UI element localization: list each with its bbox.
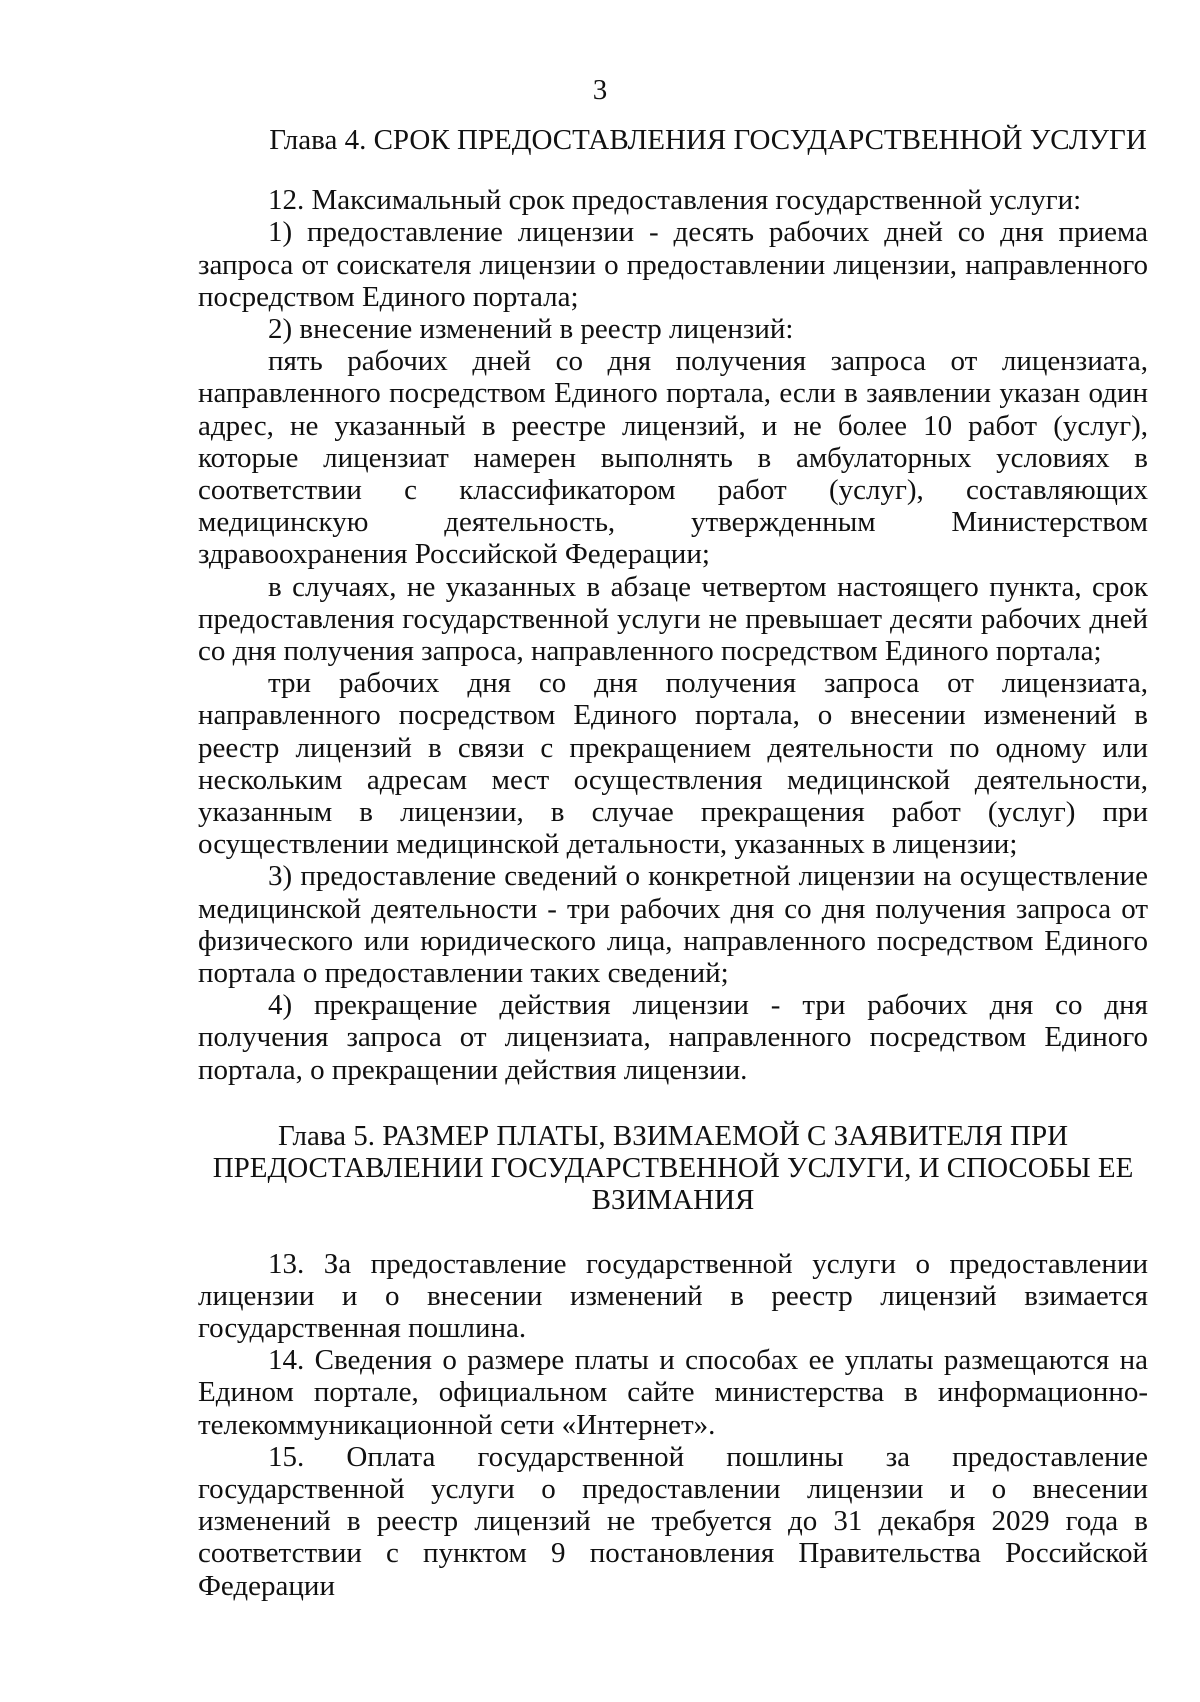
paragraph-12-item-2-other-cases: в случаях, не указанных в абзаце четвертом настоящего пункта, срок предоставления государственной услуги не превышает десяти рабочих дней со дня получения запроса, направленного посредством Единого портала; — [198, 570, 1148, 668]
document-body — [198, 124, 1148, 1602]
paragraph-13: 13. За предоставление государственной услуги о предоставлении лицензии и о внесении изменений в реестр лицензий взимается государственная пошлина. — [198, 1247, 1148, 1344]
paragraph-15: 15. Оплата государственной пошлины за предоставление государственной услуги о предоставлении лицензии и о внесении изменений в реестр лицензий не требуется до 31 декабря 2029 года в соответствии с пунктом 9 постановления Правительства Российской Федерации — [198, 1440, 1148, 1602]
paragraph-14: 14. Сведения о размере платы и способах ее уплаты размещаются на Едином портале, официальном сайте министерства в информационно-телекоммуникационной сети «Интернет». — [198, 1344, 1148, 1441]
paragraph-12-item-1: 1) предоставление лицензии - десять рабочих дней со дня приема запроса от соискателя лицензии о предоставлении лицензии, направленного посредством Единого портала; — [198, 216, 1148, 313]
chapter-4-heading: Глава 4. СРОК ПРЕДОСТАВЛЕНИЯ ГОСУДАРСТВЕННОЙ УСЛУГИ — [269, 124, 1147, 156]
paragraph-12-item-2: 2) внесение изменений в реестр лицензий: — [268, 313, 794, 346]
paragraph-12: 12. Максимальный срок предоставления государственной услуги: — [268, 184, 1082, 217]
chapter-5-heading: Глава 5. РАЗМЕР ПЛАТЫ, ВЗИМАЕМОЙ С ЗАЯВИТЕЛЯ ПРИ ПРЕДОСТАВЛЕНИИ ГОСУДАРСТВЕННОЙ УСЛУГИ, И СПОСОБЫ ЕЕ ВЗИМАНИЯ — [212, 1119, 1134, 1217]
paragraph-12-item-4: 4) прекращение действия лицензии - три рабочих дня со дня получения запроса от лицензиата, направленного посредством Единого портала, о прекращении действия лицензии. — [198, 989, 1148, 1086]
page-number: 3 — [592, 74, 608, 106]
paragraph-12-item-2-three-days: три рабочих дня со дня получения запроса от лицензиата, направленного посредством Единого портала, о внесении изменений в реестр лицензий в связи с прекращением деятельности по одному или нескольким адресам мест осуществления медицинской деятельности, указанным в лицензии, в случае прекращения работ (услуг) при осуществлении медицинской детальности, указанных в лицензии; — [198, 667, 1148, 861]
paragraph-12-item-3: 3) предоставление сведений о конкретной лицензии на осуществление медицинской деятельности - три рабочих дня со дня получения запроса от физического или юридического лица, направленного посредством Единого портала о предоставлении таких сведений; — [198, 860, 1148, 990]
paragraph-12-item-2-five-days: пять рабочих дней со дня получения запроса от лицензиата, направленного посредством Единого портала, если в заявлении указан один адрес, не указанный в реестре лицензий, и не более 10 работ (услуг), которые лицензиат намерен выполнять в амбулаторных условиях в соответствии с классификатором работ (услуг), составляющих медицинскую деятельность, утвержденным Министерством здравоохранения Российской Федерации; — [198, 345, 1148, 571]
